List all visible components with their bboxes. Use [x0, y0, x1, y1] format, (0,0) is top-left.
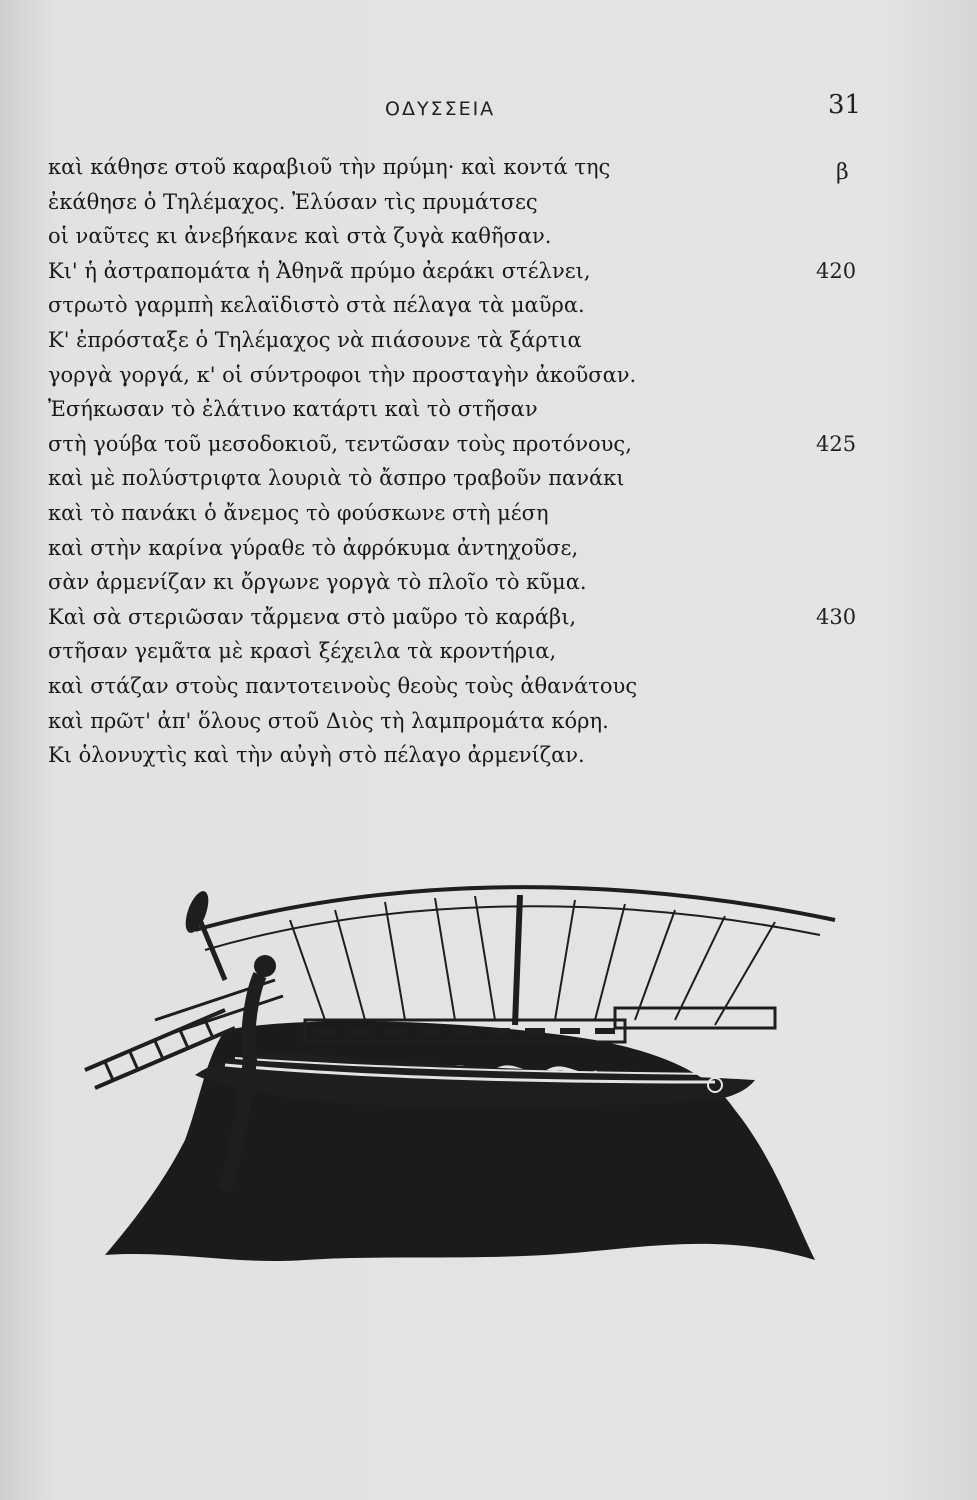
verse-line [48, 634, 808, 669]
verse-text: γοργὰ γοργά, κ' οἱ σύντροφοι τὴν προσταγὴν ἀκοῦσαν. [48, 362, 637, 387]
verse-line [48, 531, 808, 566]
verse-line [48, 565, 808, 600]
verse-line [48, 392, 808, 427]
verse-line [48, 704, 808, 739]
verse-text: ἐκάθησε ὁ Τηλέμαχος. Ἐλύσαν τὶς πρυμάτσες [48, 189, 538, 214]
verse-line [48, 496, 808, 531]
line-number: 430 [816, 604, 857, 629]
verse-text: καὶ στὴν καρίνα γύραθε τὸ ἀφρόκυμα ἀντηχοῦσε, [48, 535, 579, 560]
verse-line [48, 600, 857, 635]
verse-line [48, 461, 808, 496]
verse-line [48, 185, 808, 220]
verse-text: οἱ ναῦτες κι ἀνεβήκανε καὶ στὰ ζυγὰ καθῆσαν. [48, 224, 552, 249]
line-number: 420 [816, 258, 857, 283]
verse-text: Ἐσήκωσαν τὸ ἐλάτινο κατάρτι καὶ τὸ στῆσαν [48, 397, 538, 422]
verse-text: καὶ τὸ πανάκι ὁ ἄνεμος τὸ φούσκωνε στὴ μέση [48, 500, 549, 525]
verse-line [48, 150, 808, 185]
verse-line [48, 254, 857, 289]
verse-line [48, 738, 808, 773]
verse-line [48, 669, 808, 704]
ship-illustration [75, 860, 855, 1280]
verse-text: καὶ στάζαν στοὺς παντοτεινοὺς θεοὺς τοὺς ἀθανάτους [48, 673, 638, 698]
verse-text: Καὶ σὰ στεριῶσαν τἄρμενα στὸ μαῦρο τὸ καράβι, [48, 604, 577, 629]
verse-text: στῆσαν γεμᾶτα μὲ κρασὶ ξέχειλα τὰ κροντήρια, [48, 639, 557, 664]
page-number: 31 [828, 90, 862, 120]
verse-line [48, 358, 808, 393]
verse-text: καὶ πρῶτ' ἀπ' ὅλους στοῦ Διὸς τὴ λαμπρομάτα κόρη. [48, 708, 609, 733]
verse-text: Κι' ἡ ἀστραπομάτα ἡ Ἀθηνᾶ πρύμο ἀεράκι στέλνει, [48, 258, 591, 283]
verse-text: σὰν ἀρμενίζαν κι ὄργωνε γοργὰ τὸ πλοῖο τὸ κῦμα. [48, 570, 587, 595]
verse-text: Κ' ἐπρόσταξε ὁ Τηλέμαχος νὰ πιάσουνε τὰ ξάρτια [48, 327, 582, 352]
line-number: 425 [816, 431, 857, 456]
verse-text: στρωτὸ γαρμπὴ κελαϊδιστὸ στὰ πέλαγα τὰ μαῦρα. [48, 293, 585, 318]
verse-line [48, 288, 808, 323]
verse-line [48, 323, 808, 358]
running-title: ΟΔΥΣΣΕΙΑ [385, 98, 496, 120]
verse-line [48, 219, 808, 254]
book-marker: β [836, 160, 849, 185]
verse-line [48, 427, 857, 462]
verse-text: Κι ὁλονυχτὶς καὶ τὴν αὐγὴ στὸ πέλαγο ἀρμενίζαν. [48, 743, 585, 768]
verse-text: καὶ κάθησε στοῦ καραβιοῦ τὴν πρύμη· καὶ κοντά της [48, 155, 611, 179]
verse-text: στὴ γούβα τοῦ μεσοδοκιοῦ, τεντῶσαν τοὺς προτόνους, [48, 431, 632, 456]
verse-block [48, 150, 857, 773]
verse-text: καὶ μὲ πολύστριφτα λουριὰ τὸ ἄσπρο τραβοῦν πανάκι [48, 466, 625, 491]
